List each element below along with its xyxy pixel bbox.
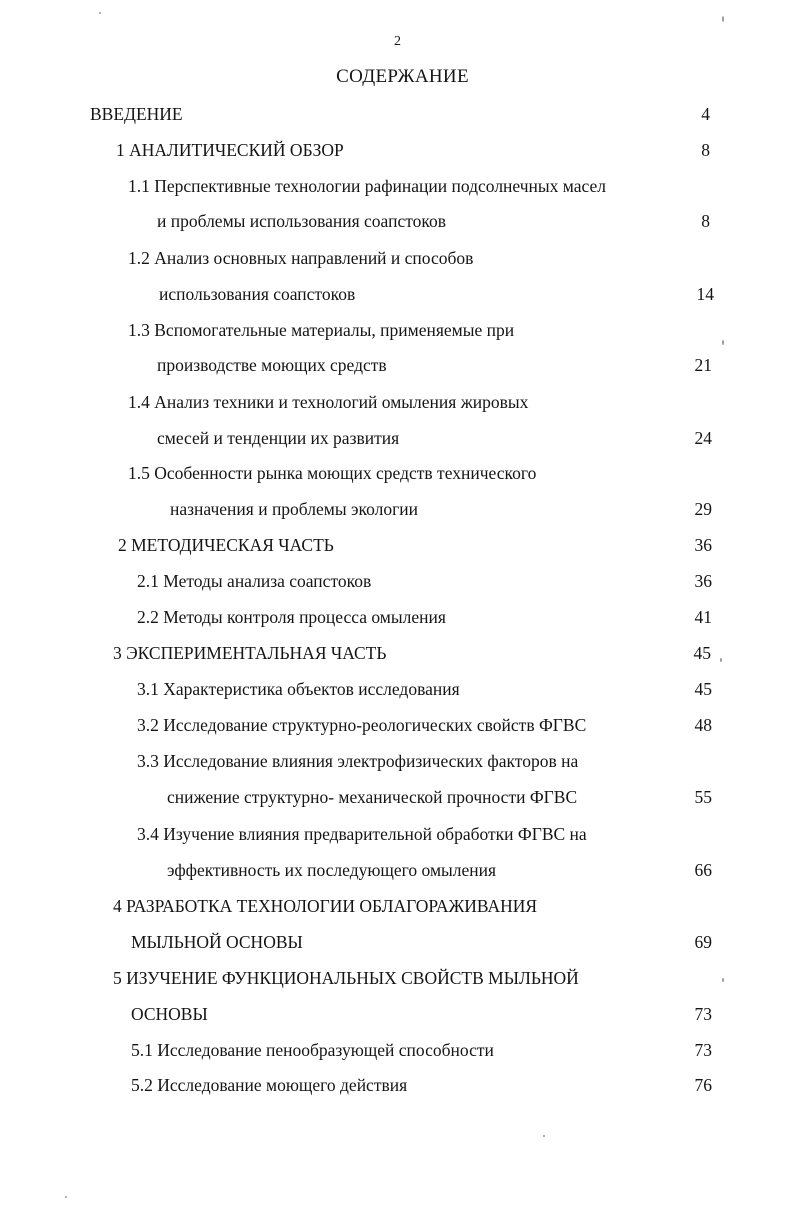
toc-entry-3-4: 3.4 Изучение влияния предварительной обработки ФГВС на — [137, 824, 587, 844]
toc-entry-2-1: 2.1 Методы анализа соапстоков — [137, 571, 372, 591]
scan-speck — [722, 16, 724, 22]
scan-speck — [722, 340, 724, 345]
toc-entry-1-5: 1.5 Особенности рынка моющих средств технического — [128, 463, 537, 483]
toc-title: СОДЕРЖАНИЕ — [336, 66, 469, 87]
scan-speck — [99, 12, 101, 14]
toc-entry-1: 1 АНАЛИТИЧЕСКИЙ ОБЗОР — [116, 140, 344, 160]
toc-entry-1-3-cont: производстве моющих средств — [157, 355, 387, 375]
toc-page-4: 69 — [694, 932, 712, 952]
toc-entry-5: 5 ИЗУЧЕНИЕ ФУНКЦИОНАЛЬНЫХ СВОЙСТВ МЫЛЬНОЙ — [113, 968, 579, 988]
scan-speck — [65, 1196, 67, 1198]
toc-page-1-2: 14 — [696, 284, 714, 304]
scan-speck — [722, 978, 724, 982]
page-number: 2 — [394, 34, 401, 49]
toc-page-1-5: 29 — [694, 499, 712, 519]
toc-entry-1-3: 1.3 Вспомогательные материалы, применяемые при — [128, 320, 515, 340]
toc-entry-3-3-cont: снижение структурно- механической прочности ФГВС — [167, 787, 578, 807]
toc-entry-2-2: 2.2 Методы контроля процесса омыления — [137, 607, 446, 627]
toc-page-1-1: 8 — [701, 211, 710, 231]
toc-entry-1-1-cont: и проблемы использования соапстоков — [157, 211, 447, 231]
toc-page-1: 8 — [701, 140, 710, 160]
toc-page-5-1: 73 — [694, 1040, 712, 1060]
toc-entry-3: 3 ЭКСПЕРИМЕНТАЛЬНАЯ ЧАСТЬ — [113, 643, 387, 663]
toc-entry-5-1: 5.1 Исследование пенообразующей способности — [131, 1040, 494, 1060]
toc-entry-1-4-cont: смесей и тенденции их развития — [157, 428, 400, 448]
toc-page-5: 73 — [694, 1004, 712, 1024]
toc-page-5-2: 76 — [694, 1075, 712, 1095]
toc-entry-1-2: 1.2 Анализ основных направлений и способов — [128, 248, 474, 268]
toc-page-1-4: 24 — [694, 428, 712, 448]
toc-page-3: 45 — [693, 643, 711, 663]
toc-entry-intro: ВВЕДЕНИЕ — [90, 104, 183, 124]
toc-entry-4: 4 РАЗРАБОТКА ТЕХНОЛОГИИ ОБЛАГОРАЖИВАНИЯ — [113, 896, 538, 916]
toc-page-2-1: 36 — [694, 571, 712, 591]
toc-page-intro: 4 — [701, 104, 710, 124]
toc-entry-1-2-cont: использования соапстоков — [159, 284, 356, 304]
toc-entry-3-4-cont: эффективность их последующего омыления — [167, 860, 497, 880]
toc-page-3-3: 55 — [694, 787, 712, 807]
scan-speck — [543, 1135, 545, 1137]
toc-entry-3-1: 3.1 Характеристика объектов исследования — [137, 679, 460, 699]
toc-entry-3-3: 3.3 Исследование влияния электрофизических факторов на — [137, 751, 579, 771]
toc-entry-5-cont: ОСНОВЫ — [131, 1004, 208, 1024]
toc-page-2: 36 — [694, 535, 712, 555]
toc-entry-4-cont: МЫЛЬНОЙ ОСНОВЫ — [131, 932, 303, 952]
toc-page-3-4: 66 — [694, 860, 712, 880]
scan-speck — [720, 658, 722, 662]
toc-entry-3-2: 3.2 Исследование структурно-реологических свойств ФГВС — [137, 715, 587, 735]
toc-page-3-2: 48 — [694, 715, 712, 735]
toc-page-1-3: 21 — [694, 355, 712, 375]
toc-entry-2: 2 МЕТОДИЧЕСКАЯ ЧАСТЬ — [118, 535, 334, 555]
toc-entry-1-1: 1.1 Перспективные технологии рафинации подсолнечных масел — [128, 176, 607, 196]
toc-page-3-1: 45 — [694, 679, 712, 699]
toc-entry-5-2: 5.2 Исследование моющего действия — [131, 1075, 408, 1095]
toc-page-2-2: 41 — [694, 607, 712, 627]
toc-entry-1-5-cont: назначения и проблемы экологии — [170, 499, 419, 519]
toc-entry-1-4: 1.4 Анализ техники и технологий омыления жировых — [128, 392, 529, 412]
